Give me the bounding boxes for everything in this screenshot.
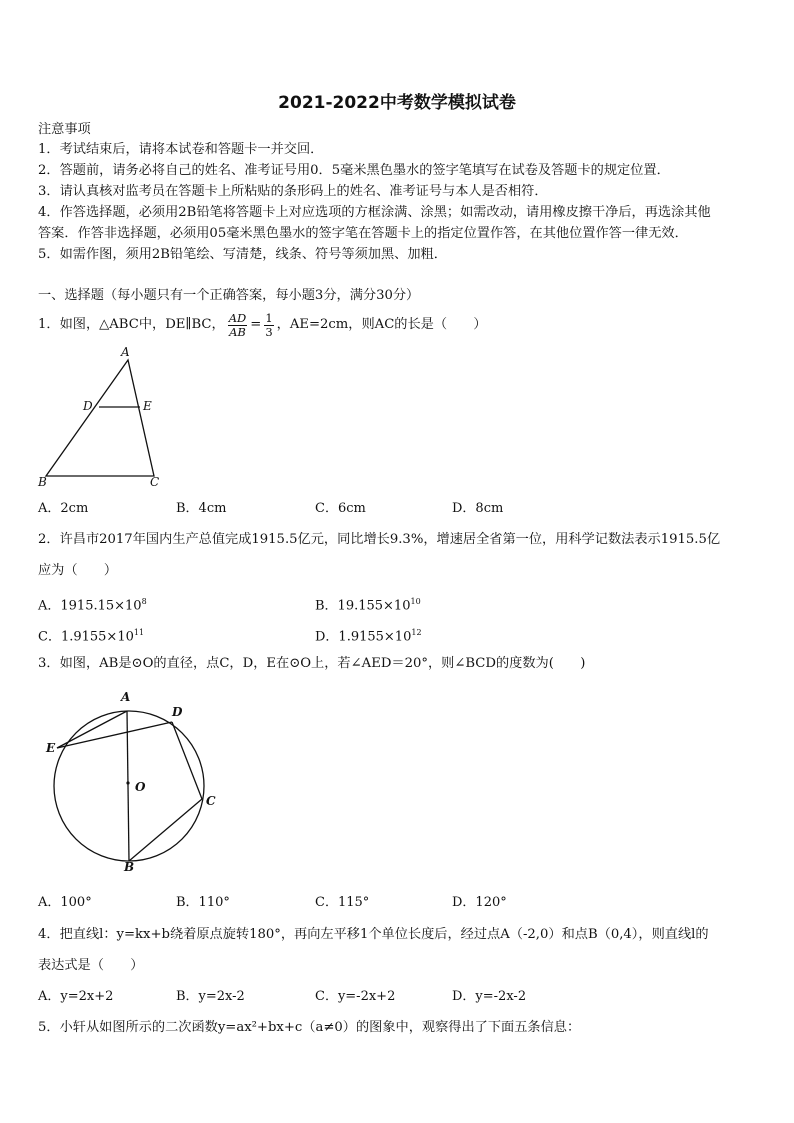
- label-e: E: [46, 741, 56, 755]
- label-o: O: [135, 780, 146, 794]
- label-b: B: [124, 860, 135, 874]
- q1-text-post: ，AE=2cm，则AC的长是（ ）: [276, 317, 487, 332]
- question-1-stem: [38, 310, 487, 340]
- label-d: D: [172, 705, 183, 719]
- frac-denominator: 3: [265, 324, 273, 339]
- triangle-abc: [46, 360, 154, 476]
- q2-option-a-exponent: 8: [141, 597, 147, 606]
- question-2-line-2: 应为（ ）: [38, 563, 118, 578]
- q2-option-d-base: D．1.9155×10: [315, 629, 412, 645]
- question-4-line-1: 4．把直线l：y=kx+b绕着原点旋转180°，再向左平移1个单位长度后，经过点A（-2,0）和点B（0,4），则直线l的: [38, 927, 709, 942]
- notice-item: 3．请认真核对监考员在答题卡上所粘贴的条形码上的姓名、准考证号与本人是否相符．: [38, 184, 548, 199]
- frac-denominator: AB: [229, 324, 246, 339]
- notice-item: 4．作答选择题，必须用2B铅笔将答题卡上对应选项的方框涂满、涂黑；如需改动，请用橡皮擦干净后，再选涂其他: [38, 205, 711, 220]
- q3-option-b[interactable]: B．110°: [176, 895, 230, 910]
- q2-option-b-base: B．19.155×10: [315, 598, 411, 614]
- frac-numerator: 1: [265, 310, 273, 325]
- q1-equals: =: [250, 317, 262, 332]
- q4-option-d[interactable]: D．y=-2x-2: [452, 989, 527, 1004]
- q2-option-d[interactable]: [315, 624, 422, 646]
- label-c: C: [150, 475, 160, 489]
- q2-option-b-exponent: 10: [410, 597, 421, 606]
- notice-item: 1．考试结束后，请将本试卷和答题卡一并交回．: [38, 142, 324, 157]
- chord-ae: [57, 711, 127, 748]
- q3-option-d[interactable]: D．120°: [452, 895, 507, 910]
- q1-text-pre: 1．如图，△ABC中，DE∥BC，: [38, 317, 225, 332]
- q4-option-c[interactable]: C．y=-2x+2: [315, 989, 396, 1004]
- frac-numerator: AD: [228, 310, 247, 325]
- notice-heading: 注意事项: [38, 122, 91, 137]
- page-title: 2021-2022中考数学模拟试卷: [278, 93, 516, 113]
- q2-option-b[interactable]: [315, 593, 421, 615]
- diameter-ab: [127, 711, 129, 861]
- q1-fraction-ad-ab: [228, 312, 248, 338]
- label-c: C: [206, 794, 216, 808]
- section-heading: 一、选择题（每小题只有一个正确答案，每小题3分，满分30分）: [38, 288, 420, 303]
- q1-fraction-one-third: [264, 312, 273, 338]
- center-point: [126, 781, 129, 784]
- question-3-stem: 3．如图，AB是⊙O的直径，点C，D，E在⊙O上，若∠AED＝20°，则∠BCD的度数为( ): [38, 656, 586, 671]
- notice-item: 5．如需作图，须用2B铅笔绘、写清楚，线条、符号等须加黑、加粗．: [38, 247, 447, 262]
- chord-dc: [172, 722, 202, 799]
- label-d: D: [83, 399, 93, 413]
- label-b: B: [38, 475, 47, 489]
- q1-option-c[interactable]: C．6cm: [315, 501, 366, 516]
- q2-option-d-exponent: 12: [411, 628, 422, 637]
- label-a: A: [121, 690, 131, 704]
- label-a: A: [121, 345, 130, 359]
- notice-item: 答案．作答非选择题，必须用05毫米黑色墨水的签字笔在答题卡上的指定位置作答，在其他位置作答一律无效．: [38, 226, 688, 241]
- q2-option-a-base: A．1915.15×10: [38, 598, 142, 614]
- q1-triangle-figure: [36, 344, 176, 492]
- q1-option-d[interactable]: D．8cm: [452, 501, 504, 516]
- q1-option-b[interactable]: B．4cm: [176, 501, 227, 516]
- question-5-stem: 5．小轩从如图所示的二次函数y=ax²+bx+c（a≠0）的图象中，观察得出了下面五条信息：: [38, 1020, 581, 1035]
- q2-option-c-base: C．1.9155×10: [38, 629, 134, 645]
- q2-option-c[interactable]: [38, 624, 144, 646]
- label-e: E: [143, 399, 152, 413]
- q2-option-a[interactable]: [38, 593, 147, 615]
- question-4-line-2: 表达式是（ ）: [38, 958, 144, 973]
- q3-option-a[interactable]: A．100°: [38, 895, 92, 910]
- q4-option-a[interactable]: A．y=2x+2: [38, 989, 114, 1004]
- triangle-diagram: [36, 344, 176, 492]
- q4-option-b[interactable]: B．y=2x-2: [176, 989, 245, 1004]
- q3-circle-figure: [40, 686, 230, 878]
- notice-item: 2．答题前，请务必将自己的姓名、准考证号用0．5毫米黑色墨水的签字笔填写在试卷及答题卡的规定位置．: [38, 163, 670, 178]
- q1-option-a[interactable]: A．2cm: [38, 501, 89, 516]
- question-2-line-1: 2．许昌市2017年国内生产总值完成1915.5亿元，同比增长9.3%，增速居全省第一位，用科学记数法表示1915.5亿: [38, 532, 721, 547]
- q2-option-c-exponent: 11: [133, 628, 145, 637]
- q3-option-c[interactable]: C．115°: [315, 895, 370, 910]
